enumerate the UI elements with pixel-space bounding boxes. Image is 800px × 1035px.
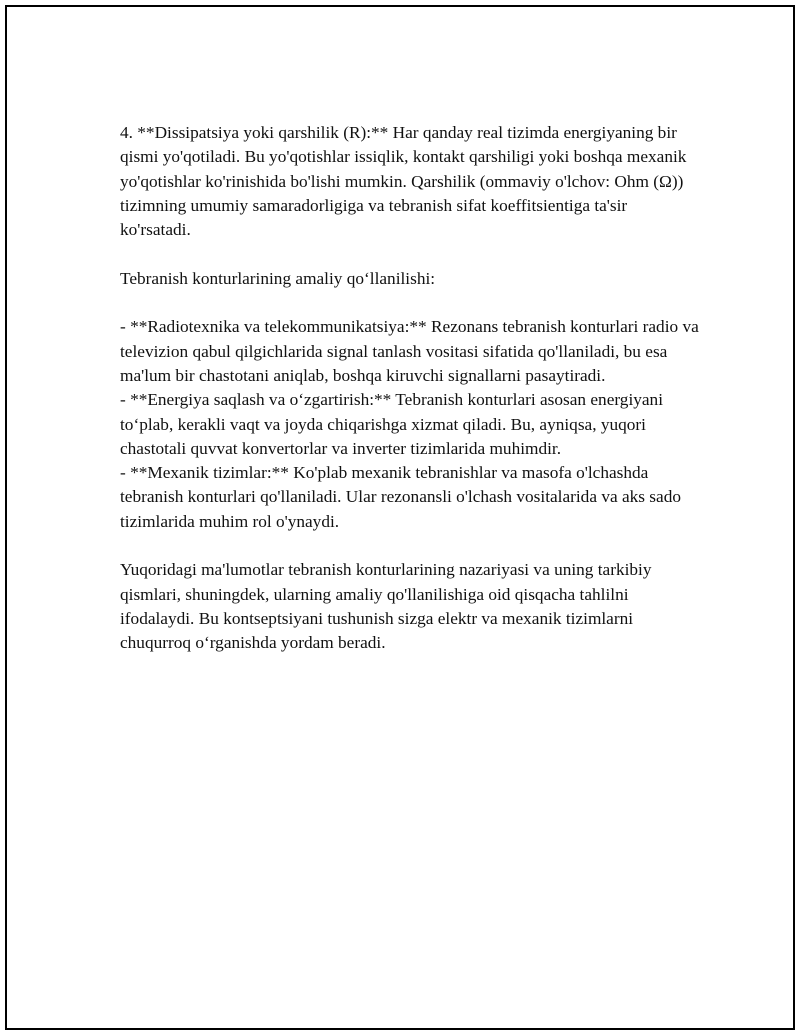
paragraph-spacer — [120, 242, 700, 266]
list-item-mechanical: - **Mexanik tizimlar:** Ko'plab mexanik tebranishlar va masofa o'lchashda tebranish konturlari qo'llaniladi. Ular rezonansli o'lchash vositalarida va aks sado tizimlarida muhim rol o'ynaydi. — [120, 463, 686, 531]
paragraph-spacer — [120, 534, 700, 558]
document-page — [5, 5, 795, 1030]
section-heading-applications: Tebranish konturlarining amaliy qo‘llanilishi: — [120, 268, 436, 288]
paragraph-spacer — [120, 291, 700, 315]
list-item-radio: - **Radiotexnika va telekommunikatsiya:** Rezonans tebranish konturlari radio va televizion qabul qilgichlarida signal tanlash vositasi sifatida qo'llaniladi, bu esa ma'lum bir chastotani aniqlab, boshqa kiruvchi signallarni pasaytiradi. — [120, 317, 704, 385]
paragraph-conclusion: Yuqoridagi ma'lumotlar tebranish konturlarining nazariyasi va uning tarkibiy qismlari, shuningdek, ularning amaliy qo'llanilishiga oid qisqacha tahlilni ifodalaydi. Bu kontseptsiyani tushunish sizga elektr va mexanik tizimlarni chuqurroq o‘rganishda yordam beradi. — [120, 560, 656, 653]
document-body — [120, 121, 704, 656]
list-item-energy: - **Energiya saqlash va o‘zgartirish:** Tebranish konturlari asosan energiyani to‘plab, kerakli vaqt va joyda chiqarishga xizmat qiladi. Bu, ayniqsa, yuqori chastotali quvvat konvertorlar va inverter tizimlarida muhimdir. — [120, 390, 668, 458]
paragraph-dissipation: 4. **Dissipatsiya yoki qarshilik (R):** Har qanday real tizimda energiyaning bir qismi yo'qotiladi. Bu yo'qotishlar issiqlik, kontakt qarshiligi yoki boshqa mexanik yo'qotishlar ko'rinishida bo'lishi mumkin. Qarshilik (ommaviy o'lchov: Ohm (Ω)) tizimning umumiy samaradorligiga va tebranish sifat koeffitsientiga ta'sir ko'rsatadi. — [120, 123, 691, 240]
